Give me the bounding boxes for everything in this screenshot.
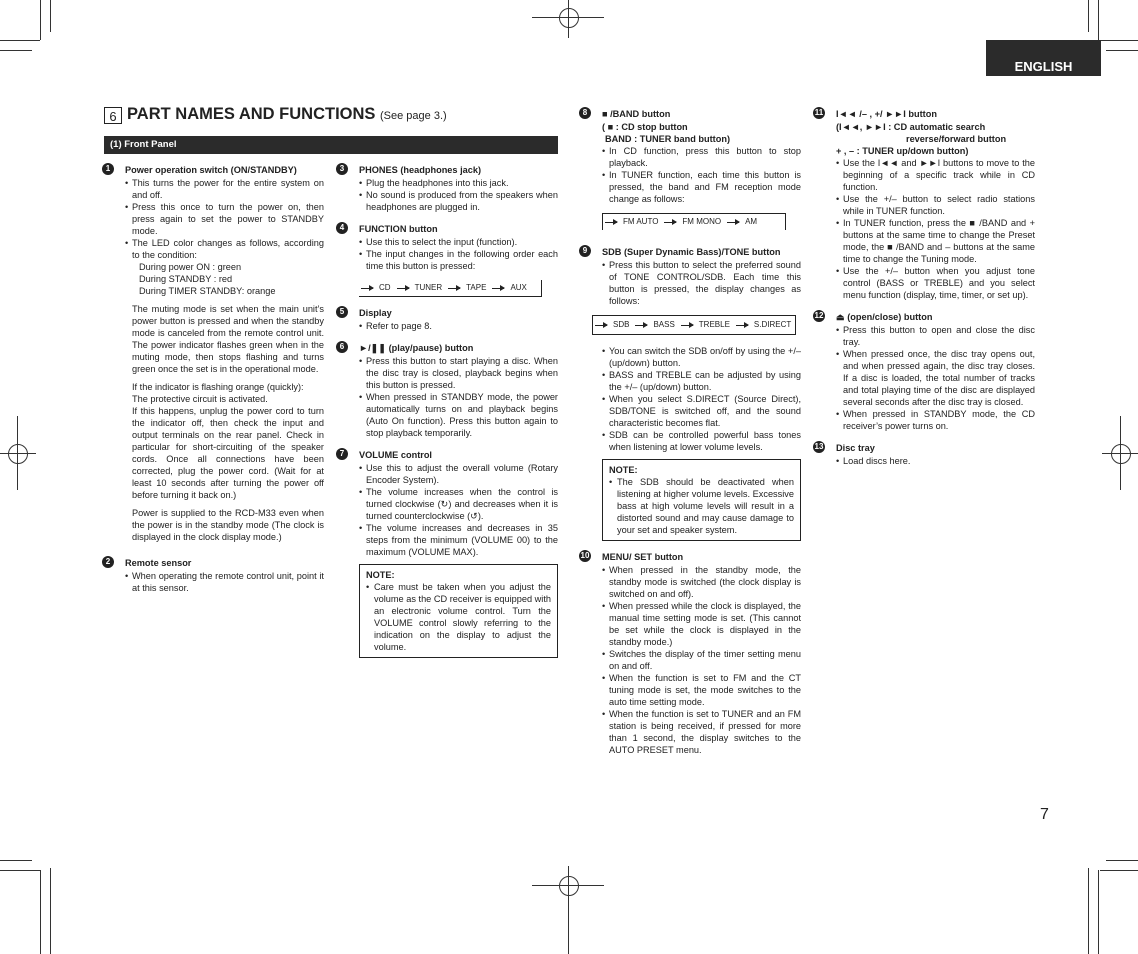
crop-mark [1100,40,1138,41]
column-1 [102,164,324,604]
registration-mark [568,866,569,954]
item-number: 10 [580,551,590,560]
paragraph: The muting mode is set when the main unit’s power button is pressed and when the standby mode is canceled from the remote control unit. The power indicator flashes green when in the muting mode, then stops flashing and turns green once the set is in the operational mode. [132,304,324,374]
registration-mark [0,453,36,454]
item-title: VOLUME control [359,450,432,460]
item-title: MENU/ SET button [602,552,684,562]
crop-mark [1098,870,1099,954]
note-text: • Care must be taken when you adjust the volume as the CD receiver is equipped with an electronic volume control. Turn the VOLUME control slowly referring to the indication on the display to adjust the volume. [366,581,551,653]
bullet: • Refer to page 8. [359,320,558,332]
bullet: • Switches the display of the timer setting menu on and off. [602,648,801,672]
crop-mark [0,870,40,871]
flow-step: AUX [510,283,527,292]
bullet: • When pressed once, the disc tray opens out, and when pressed again, the disc tray closes. If a disc is loaded, the total number of tracks and total playing time of the disc are displayed several seconds after the disc tray is closed. [836,348,1035,408]
registration-mark [532,17,604,18]
column-2 [336,164,558,668]
bullet: • BASS and TREBLE can be adjusted by using the +/– (up/down) button. [602,369,801,393]
item-display [336,307,558,332]
note-title: NOTE: [609,465,638,475]
bullet: • When you select S.DIRECT (Source Direct), SDB/TONE is switched off, and the sound characteristic becomes flat. [602,393,801,429]
crop-mark [40,0,41,40]
crop-mark [1106,860,1138,861]
flow-step: FM AUTO [623,217,659,226]
sdb-note-box [602,459,801,541]
bullet: • This turns the power for the entire system on and off. [125,177,324,201]
registration-mark [532,885,604,886]
bullet: • The volume increases and decreases in 35 steps from the minimum (VOLUME 00) to the maximum (VOLUME MAX). [359,522,558,558]
condition-line: During STANDBY : red [139,274,233,284]
bullet: • When pressed while the clock is displayed, the manual time setting mode is set. (This cannot be set while the clock is displayed in the standby mode.) [602,600,801,648]
crop-mark [50,868,51,954]
button-line: BAND : TUNER band button) [605,134,731,144]
item-number: 3 [336,163,348,175]
item-number: 1 [102,163,114,175]
item-power-switch [102,164,324,543]
item-number: 9 [579,245,591,257]
paragraph: If the indicator is flashing orange (quickly): [132,382,304,392]
bullet: • When pressed in the standby mode, the standby mode is switched (the clock display is switched on and off). [602,564,801,600]
item-skip-tuning [813,108,1035,301]
bullet: • Load discs here. [836,455,1035,467]
flow-step: FM MONO [682,217,722,226]
page-number: 7 [1040,806,1049,823]
item-function-button [336,223,558,297]
crop-mark [1088,868,1089,954]
item-number: 11 [814,108,824,117]
bullet: • The LED color changes as follows, according to the condition: [125,237,324,261]
paragraph: The protective circuit is activated. [132,394,268,404]
item-volume-control [336,449,558,658]
item-number: 6 [336,341,348,353]
item-title: I◄◄ /– , +/ ►►I button [836,109,937,119]
paragraph: Power is supplied to the RCD-M33 even when the power is in the standby mode (The clock is displayed in the clock display mode.) [132,508,324,542]
item-stop-band [579,108,801,230]
item-title: FUNCTION button [359,224,438,234]
note-title: NOTE: [366,570,395,580]
bullet: • Plug the headphones into this jack. [359,177,558,189]
button-line: reverse/forward button [906,134,1007,144]
flow-step: BASS [653,320,675,329]
item-title: ■ /BAND button [602,109,671,119]
language-tab: ENGLISH [986,40,1101,76]
item-phones [336,164,558,213]
crop-mark [0,40,40,41]
crop-mark [1100,870,1138,871]
bullet: • Press this once to turn the power on, then press again to set the power to STANDBY mode. [125,201,324,237]
registration-mark [559,8,579,28]
crop-mark [0,50,32,51]
bullet: • Press this button to select the preferred sound of TONE CONTROL/SDB. Each time this button is pressed, the display changes as follows: [602,259,801,307]
column-3 [579,108,801,766]
bullet: • SDB can be controlled powerful bass tones when listening at lower volume levels. [602,429,801,453]
crop-mark [1088,0,1089,32]
volume-note-box [359,564,558,658]
condition-line: During TIMER STANDBY: orange [139,286,276,296]
flow-step: TREBLE [698,320,730,329]
bullet: • The input changes in the following order each time this button is pressed: [359,248,558,272]
item-disc-tray [813,442,1035,467]
paragraph: If this happens, unplug the power cord to turn the indicator off, then check the input and output terminals on the rear panel. Check in particular for short-circuiting of the speaker cords. Once all connections have been corrected, plug the power cord. (Wait for at least 10 seconds after turning the power off before turning it back on.) [132,406,324,500]
band-flow-diagram [602,213,786,230]
crop-mark [40,870,41,954]
button-line: + , – : TUNER up/down button) [836,146,969,156]
crop-mark [1106,50,1138,51]
bullet: • Use the I◄◄ and ►►I buttons to move to the beginning of a specific track while in CD function. [836,157,1035,193]
item-title: ►/❚❚ (play/pause) button [359,343,474,353]
item-number: 12 [814,311,824,320]
item-number: 7 [336,448,348,460]
bullet: • When operating the remote control unit, point it at this sensor. [125,570,324,594]
bullet: • Use the +/– button when you adjust tone control (BASS or TREBLE) and you select menu function (display, time, timer, or set up). [836,265,1035,301]
column-4 [813,108,1035,477]
bullet: • Use the +/– button to select radio stations while in TUNER function. [836,193,1035,217]
item-title: Power operation switch (ON/STANDBY) [125,165,297,175]
bullet: • In CD function, press this button to stop playback. [602,145,801,169]
bullet: • When the function is set to FM and the CT tuning mode is set, the mode switches to the auto time setting mode. [602,672,801,708]
flow-step: TUNER [414,283,443,292]
flow-step: TAPE [466,283,487,292]
bullet: • When the function is set to TUNER and an FM station is being received, if pressed for more than 1 second, the display switches to the AUTO PRESET menu. [602,708,801,756]
function-flow-diagram [359,280,542,297]
item-number: 8 [579,107,591,119]
bullet: • Press this button to start playing a disc. When the disc tray is closed, playback begins when this button is pressed. [359,355,558,391]
registration-mark [568,0,569,38]
item-sdb-tone [579,246,801,541]
item-title: Display [359,308,392,318]
flow-step: S.DIRECT [753,320,792,329]
bullet: • When pressed in STANDBY mode, the CD receiver’s power turns on. [836,408,1035,432]
item-title: ⏏ (open/close) button [836,312,933,322]
section-title: PART NAMES AND FUNCTIONS (See page 3.) [127,105,447,123]
item-open-close [813,311,1035,432]
item-number: 2 [102,556,114,568]
registration-mark [559,876,579,896]
item-title: PHONES (headphones jack) [359,165,482,175]
registration-mark [8,444,28,464]
flow-step: AM [745,217,758,226]
bullet: • The volume increases when the control is turned clockwise (↻) and decreases when it is turned counterclockwise (↺). [359,486,558,522]
item-title: SDB (Super Dynamic Bass)/TONE button [602,247,781,257]
condition-line: During power ON : green [139,262,242,272]
bullet: • Press this button to open and close the disc tray. [836,324,1035,348]
item-title: Remote sensor [125,558,192,568]
bullet: • Use this to select the input (function). [359,236,558,248]
bullet: • You can switch the SDB on/off by using the +/– (up/down) button. [602,345,801,369]
crop-mark [1098,0,1099,40]
bullet: • Use this to adjust the overall volume (Rotary Encoder System). [359,462,558,486]
registration-mark [1111,444,1131,464]
crop-mark [0,860,32,861]
bullet: • In TUNER function, each time this button is pressed, the band and FM reception mode change as follows: [602,169,801,205]
item-number: 5 [336,306,348,318]
flow-step: SDB [613,320,630,329]
registration-mark [1102,453,1138,454]
item-number: 13 [814,442,824,451]
crop-mark [50,0,51,32]
item-menu-set [579,551,801,756]
flow-step: CD [379,283,391,292]
front-panel-header: (1) Front Panel [104,136,558,154]
item-title: Disc tray [836,443,875,453]
item-remote-sensor [102,557,324,594]
bullet: • When pressed in STANDBY mode, the power automatically turns on and playback begins (Auto On function). Press this button again to stop playback temporarily. [359,391,558,439]
section-number: 6 [104,107,122,124]
bullet: • In TUNER function, press the ■ /BAND and + buttons at the same time to change the Preset mode, the ■ /BAND and – buttons at the same time to change the Tuning mode. [836,217,1035,265]
bullet: • No sound is produced from the speakers when headphones are plugged in. [359,189,558,213]
button-line: ( ■ : CD stop button [602,122,688,132]
sdb-flow-diagram [592,315,796,335]
note-text: • The SDB should be deactivated when listening at higher volume levels. Excessive bass at high volume levels will result in a distorted sound and may cause damage to your set and speaker system. [609,476,794,536]
item-number: 4 [336,222,348,234]
button-line: (I◄◄, ►►I : CD automatic search [836,122,986,132]
item-play-pause [336,342,558,439]
